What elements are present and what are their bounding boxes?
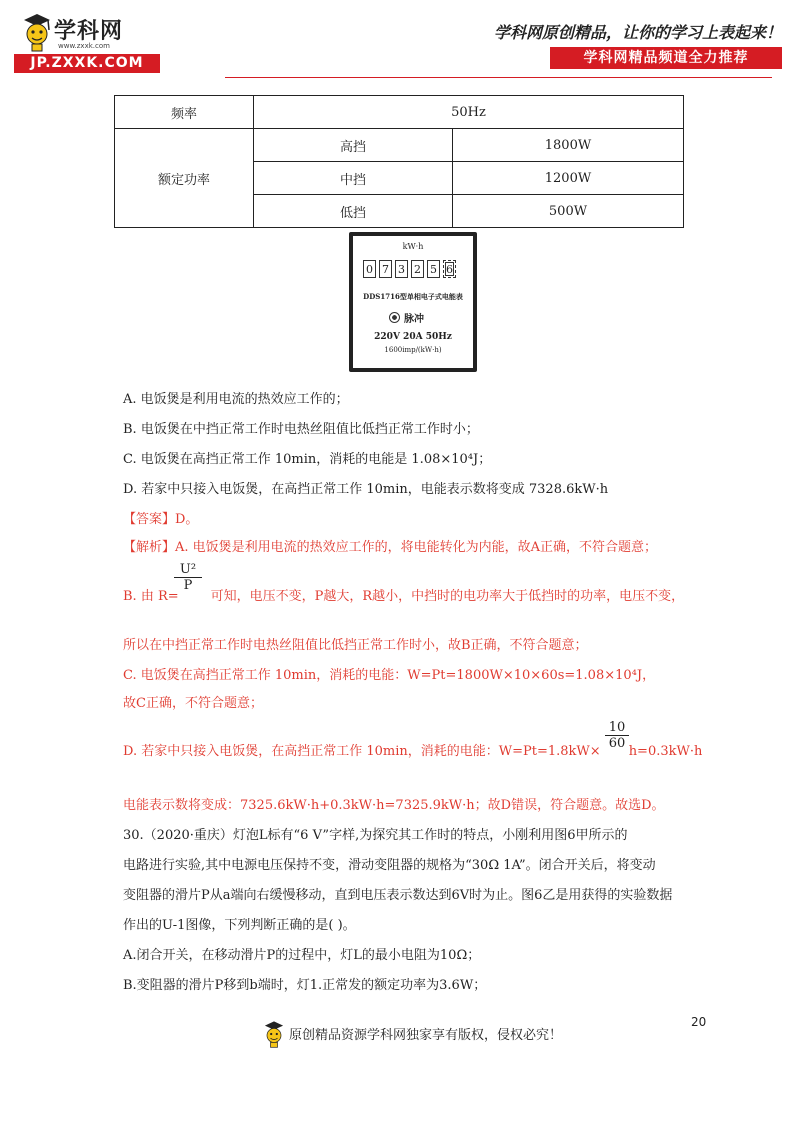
- meter-digit: 5: [427, 260, 440, 278]
- option-a: A. 电饭煲是利用电流的热效应工作的；: [123, 392, 349, 407]
- logo-text: 学科网: [54, 19, 124, 44]
- table-cell: 频率: [115, 96, 254, 129]
- analysis-text: 可知，电压不变，P越大，R越小，中挡时的电功率大于低挡时的功率，电压不变，: [210, 589, 685, 604]
- meter-digit: 3: [395, 260, 408, 278]
- meter-spec: 220V 20A 50Hz: [374, 332, 452, 342]
- option-d: D. 若家中只接入电饭煲，在高挡正常工作 10min，电能表示数将变成 7328.6kW·h: [123, 482, 609, 497]
- header-divider: [225, 77, 772, 78]
- fraction-denominator: 60: [605, 735, 629, 751]
- question-line: 作出的U-1图像，下列判断正确的是( )。: [123, 918, 356, 933]
- meter-unit: kW·h: [402, 242, 424, 251]
- analysis-line: 故C正确，不符合题意；: [123, 696, 263, 711]
- question-option-b: B.变阻器的滑片P移到b端时，灯1.正常发的额定功率为3.6W；: [123, 978, 487, 993]
- analysis-text: D. 若家中只接入电饭煲，在高挡正常工作 10min，消耗的电能：W=Pt=1.8kW×: [123, 744, 601, 759]
- energy-meter-figure: [349, 232, 477, 372]
- logo-url[interactable]: JP.ZXXK.COM: [14, 54, 160, 73]
- analysis-line: C. 电饭煲在高挡正常工作 10min，消耗的电能：W=Pt=1800W×10×60s=1.08×10⁴J，: [123, 668, 656, 683]
- table-cell: 50Hz: [254, 96, 684, 129]
- table-cell: 1800W: [453, 129, 684, 162]
- table-cell: 高挡: [254, 129, 453, 162]
- fraction-numerator: 10: [608, 720, 626, 735]
- answer-line: 【答案】D。: [123, 512, 199, 527]
- question-line: 30.（2020·重庆）灯泡L标有“6 V”字样,为探究其工作时的特点，小刚利用图6甲所示的: [123, 828, 628, 843]
- header-banner[interactable]: 学科网精品频道全力推荐: [550, 47, 782, 69]
- spec-table: [114, 95, 684, 228]
- meter-digit: 6: [443, 260, 456, 278]
- meter-digit: 0: [363, 260, 376, 278]
- page-number: 20: [691, 1015, 707, 1029]
- site-logo[interactable]: [14, 10, 164, 72]
- analysis-line: [123, 585, 684, 604]
- option-c: C. 电饭煲在高挡正常工作 10min，消耗的电能是 1.08×10⁴J；: [123, 452, 492, 467]
- mascot-icon: [20, 12, 54, 52]
- table-cell: 1200W: [453, 162, 684, 195]
- question-line: 电路进行实验,其中电源电压保持不变，滑动变阻器的规格为“30Ω 1A”。闭合开关后，将变动: [123, 858, 656, 873]
- meter-digits: [363, 260, 456, 278]
- meter-digit: 2: [411, 260, 424, 278]
- fraction-numerator: U²: [179, 562, 197, 577]
- question-option-a: A.闭合开关，在移动滑片P的过程中，灯L的最小电阻为10Ω；: [123, 948, 481, 963]
- analysis-line: 【解析】A. 电饭煲是利用电流的热效应工作的，将电能转化为内能，故A正确，不符合题意；: [123, 540, 658, 555]
- mascot-icon: [262, 1020, 286, 1048]
- meter-pulse-label: 脉冲: [404, 314, 424, 325]
- fraction-denominator: P: [174, 577, 202, 593]
- meter-constant: 1600imp/(kW·h): [384, 346, 442, 354]
- analysis-line: 电能表示数将变成：7325.6kW·h+0.3kW·h=7325.9kW·h；故D错误，符合题意。故选D。: [123, 798, 665, 813]
- meter-model: DDS1716型单相电子式电能表: [363, 292, 463, 301]
- analysis-text: B. 由 R=: [123, 589, 179, 604]
- meter-pulse: [389, 310, 424, 325]
- table-cell: 低挡: [254, 195, 453, 228]
- question-line: 变阻器的滑片P从a端向右缓慢移动，直到电压表示数达到6V时为止。图6乙是用获得的实验数据: [123, 888, 673, 903]
- table-cell: 中挡: [254, 162, 453, 195]
- fraction-u2-over-p: [174, 562, 202, 593]
- table-cell: 500W: [453, 195, 684, 228]
- meter-digit: 7: [379, 260, 392, 278]
- header-slogan: 学科网原创精品，让你的学习上表起来！: [493, 23, 782, 42]
- logo-subtext: www.zxxk.com: [58, 42, 110, 50]
- analysis-line: 所以在中挡正常工作时电热丝阻值比低挡正常工作时小，故B正确，不符合题意；: [123, 638, 588, 653]
- analysis-text: h=0.3kW·h: [628, 744, 703, 759]
- table-row: [115, 96, 684, 129]
- table-row: [115, 129, 684, 162]
- table-cell: 额定功率: [115, 129, 254, 228]
- pulse-indicator-icon: [389, 312, 400, 323]
- fraction-10-over-60: [605, 720, 629, 751]
- option-b: B. 电饭煲在中挡正常工作时电热丝阻值比低挡正常工作时小；: [123, 422, 479, 437]
- footer-copyright: 原创精品资源学科网独家享有版权，侵权必究！: [289, 1028, 563, 1043]
